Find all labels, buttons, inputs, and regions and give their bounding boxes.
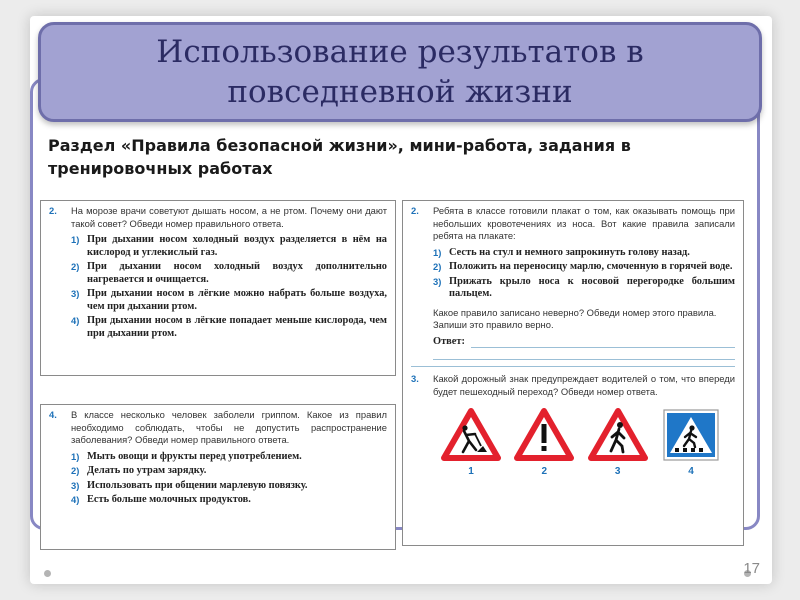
option-number: 3) — [433, 275, 442, 287]
answer-option[interactable] — [49, 234, 387, 259]
answer-field[interactable] — [471, 337, 735, 348]
option-number: 4) — [71, 315, 80, 326]
question-number: 3. — [411, 373, 419, 384]
answer-option[interactable] — [411, 276, 735, 301]
answer-options — [49, 234, 387, 340]
divider — [411, 366, 735, 367]
sign-number: 4 — [688, 466, 694, 477]
answer-row — [411, 336, 735, 349]
task-card-breathing — [40, 200, 396, 376]
option-number: 2) — [71, 261, 80, 272]
sign-number: 3 — [614, 466, 621, 477]
option-text: При дыхании носом холодный воздух разделяется в нём на кислород и углекислый газ. — [87, 234, 387, 258]
option-number: 3) — [71, 479, 80, 491]
slide-title: Использование результатов в повседневной жизни — [156, 34, 644, 110]
exclamation-warning-sign-icon — [514, 408, 574, 462]
answer-option[interactable] — [49, 315, 387, 340]
option-number: 1) — [433, 246, 442, 258]
answer-option[interactable] — [411, 247, 735, 260]
option-text: Делать по утрам зарядку. — [87, 465, 207, 476]
sign-option[interactable] — [659, 408, 723, 479]
option-text: Прижать крыло носа к носовой перегородке большим пальцем. — [449, 275, 735, 299]
option-text: Использовать при общении марлевую повязку. — [87, 479, 308, 491]
question-row — [411, 205, 735, 243]
sign-number: 1 — [468, 466, 474, 477]
question-text: Какой дорожный знак предупреждает водителей о том, что впереди будет пешеходный переход? Обведи номер ответа. — [433, 373, 735, 397]
question-text: Ребята в классе готовили плакат о том, как оказывать помощь при небольших кровотечениях из носа. Вот какие правила записали ребята на плакате: — [433, 205, 735, 241]
option-number: 1) — [71, 450, 80, 462]
answer-option[interactable] — [49, 288, 387, 313]
answer-option[interactable] — [49, 451, 387, 464]
option-text: Мыть овощи и фрукты перед употреблением. — [87, 450, 302, 462]
task-card-flu — [40, 404, 396, 550]
option-text: Есть больше молочных продуктов. — [87, 494, 251, 505]
pedestrian-crossing-sign-icon — [662, 408, 720, 462]
question-row — [49, 409, 387, 447]
question-number: 2. — [411, 205, 419, 216]
question-row — [49, 205, 387, 230]
option-text: При дыхании носом холодный воздух дополнительно нагревается и очищается. — [87, 261, 387, 285]
answer-options — [49, 451, 387, 507]
answer-option[interactable] — [49, 465, 387, 478]
follow-up-question: Какое правило записано неверно? Обведи номер этого правила. — [433, 306, 717, 318]
sign-option[interactable] — [586, 408, 650, 479]
task-card-first-aid-and-signs — [402, 200, 744, 546]
question-row — [411, 373, 735, 398]
option-number: 2) — [433, 261, 442, 272]
road-works-sign-icon — [441, 408, 501, 462]
pedestrian-warning-sign-icon — [588, 408, 648, 462]
answer-option[interactable] — [49, 261, 387, 286]
answer-option[interactable] — [49, 494, 387, 507]
slide-subtitle: Раздел «Правила безопасной жизни», мини-работа, задания в тренировочных работах — [48, 136, 631, 178]
option-number: 1) — [71, 234, 80, 245]
answer-options — [411, 247, 735, 301]
title-banner — [38, 22, 762, 122]
option-number: 4) — [71, 494, 80, 505]
option-number: 3) — [71, 288, 80, 299]
answer-label: Ответ: — [433, 335, 465, 347]
answer-field-continuation[interactable] — [433, 348, 735, 360]
answer-option[interactable] — [49, 480, 387, 493]
option-text: При дыхании носом в лёгкие можно набрать больше воздуха, чем при дыхании ртом. — [87, 288, 387, 312]
nav-dot-left[interactable] — [44, 570, 51, 577]
write-instruction: Запиши это правило верно. — [433, 319, 554, 330]
page-number: 17 — [743, 560, 760, 577]
option-text: Сесть на стул и немного запрокинуть голову назад. — [449, 246, 690, 258]
question-text: На морозе врачи советуют дышать носом, а не ртом. Почему они дают такой совет? Обведи номер правильного ответа. — [71, 205, 387, 229]
option-text: Положить на переносицу марлю, смоченную в горячей воде. — [449, 261, 733, 272]
question-text: В классе несколько человек заболели гриппом. Какое из правил необходимо соблюдать, чтобы не допустить распространение заболевания? Обведи номер правильного ответа. — [71, 409, 387, 445]
sign-option[interactable] — [439, 408, 503, 479]
sign-option[interactable] — [512, 408, 576, 479]
sign-number: 2 — [541, 466, 548, 477]
option-text: При дыхании носом в лёгкие попадает меньше кислорода, чем при дыхании ртом. — [87, 315, 387, 339]
question-number: 2. — [49, 205, 57, 216]
answer-option[interactable] — [411, 261, 735, 274]
road-signs-row — [411, 408, 735, 479]
option-number: 2) — [71, 465, 80, 476]
question-number: 4. — [49, 409, 57, 420]
